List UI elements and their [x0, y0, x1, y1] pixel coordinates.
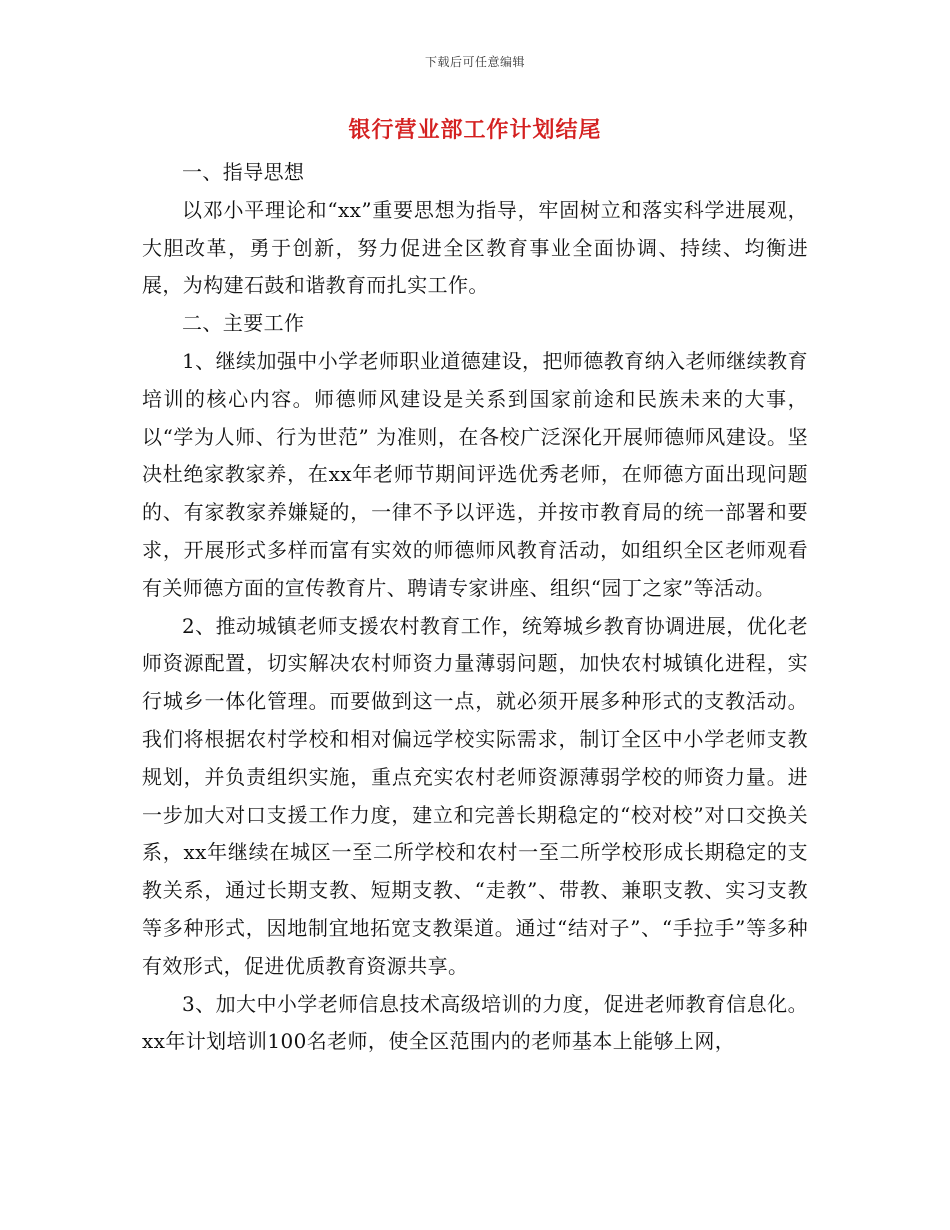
paragraph-work-item-2: 2、推动城镇老师支援农村教育工作，统筹城乡教育协调进展，优化老师资源配置，切实解决农村师资力量薄弱问题，加快农村城镇化进程，实行城乡一体化管理。而要做到这一点，就必须开展多种形式的支教活动。我们将根据农村学校和相对偏远学校实际需求，制订全区中小学老师支教规划，并负责组织实施，重点充实农村老师资源薄弱学校的师资力量。进一步加大对口支援工作力度，建立和完善长期稳定的“校对校”对口交换关系，xx年继续在城区一至二所学校和农村一至二所学校形成长期稳定的支教关系，通过长期支教、短期支教、“走教”、带教、兼职支教、实习支教等多种形式，因地制宜地拓宽支教渠道。通过“结对子”、“手拉手”等多种有效形式，促进优质教育资源共享。: [142, 613, 808, 978]
paragraph-guiding-ideology: 以邓小平理论和“xx”重要思想为指导，牢固树立和落实科学进展观，大胆改革，勇于创新，努力促进全区教育事业全面协调、持续、均衡进展，为构建石鼓和谐教育而扎实工作。: [142, 197, 808, 298]
section-heading-guiding-ideology: 一、指导思想: [182, 160, 305, 184]
header-note: 下载后可任意编辑: [424, 55, 525, 69]
paragraph-work-item-3: 3、加大中小学老师信息技术高级培训的力度，促进老师教育信息化。xx年计划培训100名老师，使全区范围内的老师基本上能够上网，: [142, 991, 808, 1054]
paragraph-work-item-1: 1、继续加强中小学老师职业道德建设，把师德教育纳入老师继续教育培训的核心内容。师德师风建设是关系到国家前途和民族未来的大事，以“学为人师、行为世范” 为准则，在各校广泛深化开展师德师风建设。坚决杜绝家教家养，在xx年老师节期间评选优秀老师，在师德方面出现问题的、有家教家养嫌疑的，一律不予以评选，并按市教育局的统一部署和要求，开展形式多样而富有实效的师德师风教育活动，如组织全区老师观看有关师德方面的宣传教育片、聘请专家讲座、组织“园丁之家”等活动。: [142, 348, 808, 600]
document-title: 银行营业部工作计划结尾: [348, 117, 602, 143]
document-body: [142, 154, 808, 1061]
section-heading-main-work: 二、主要工作: [182, 311, 305, 336]
